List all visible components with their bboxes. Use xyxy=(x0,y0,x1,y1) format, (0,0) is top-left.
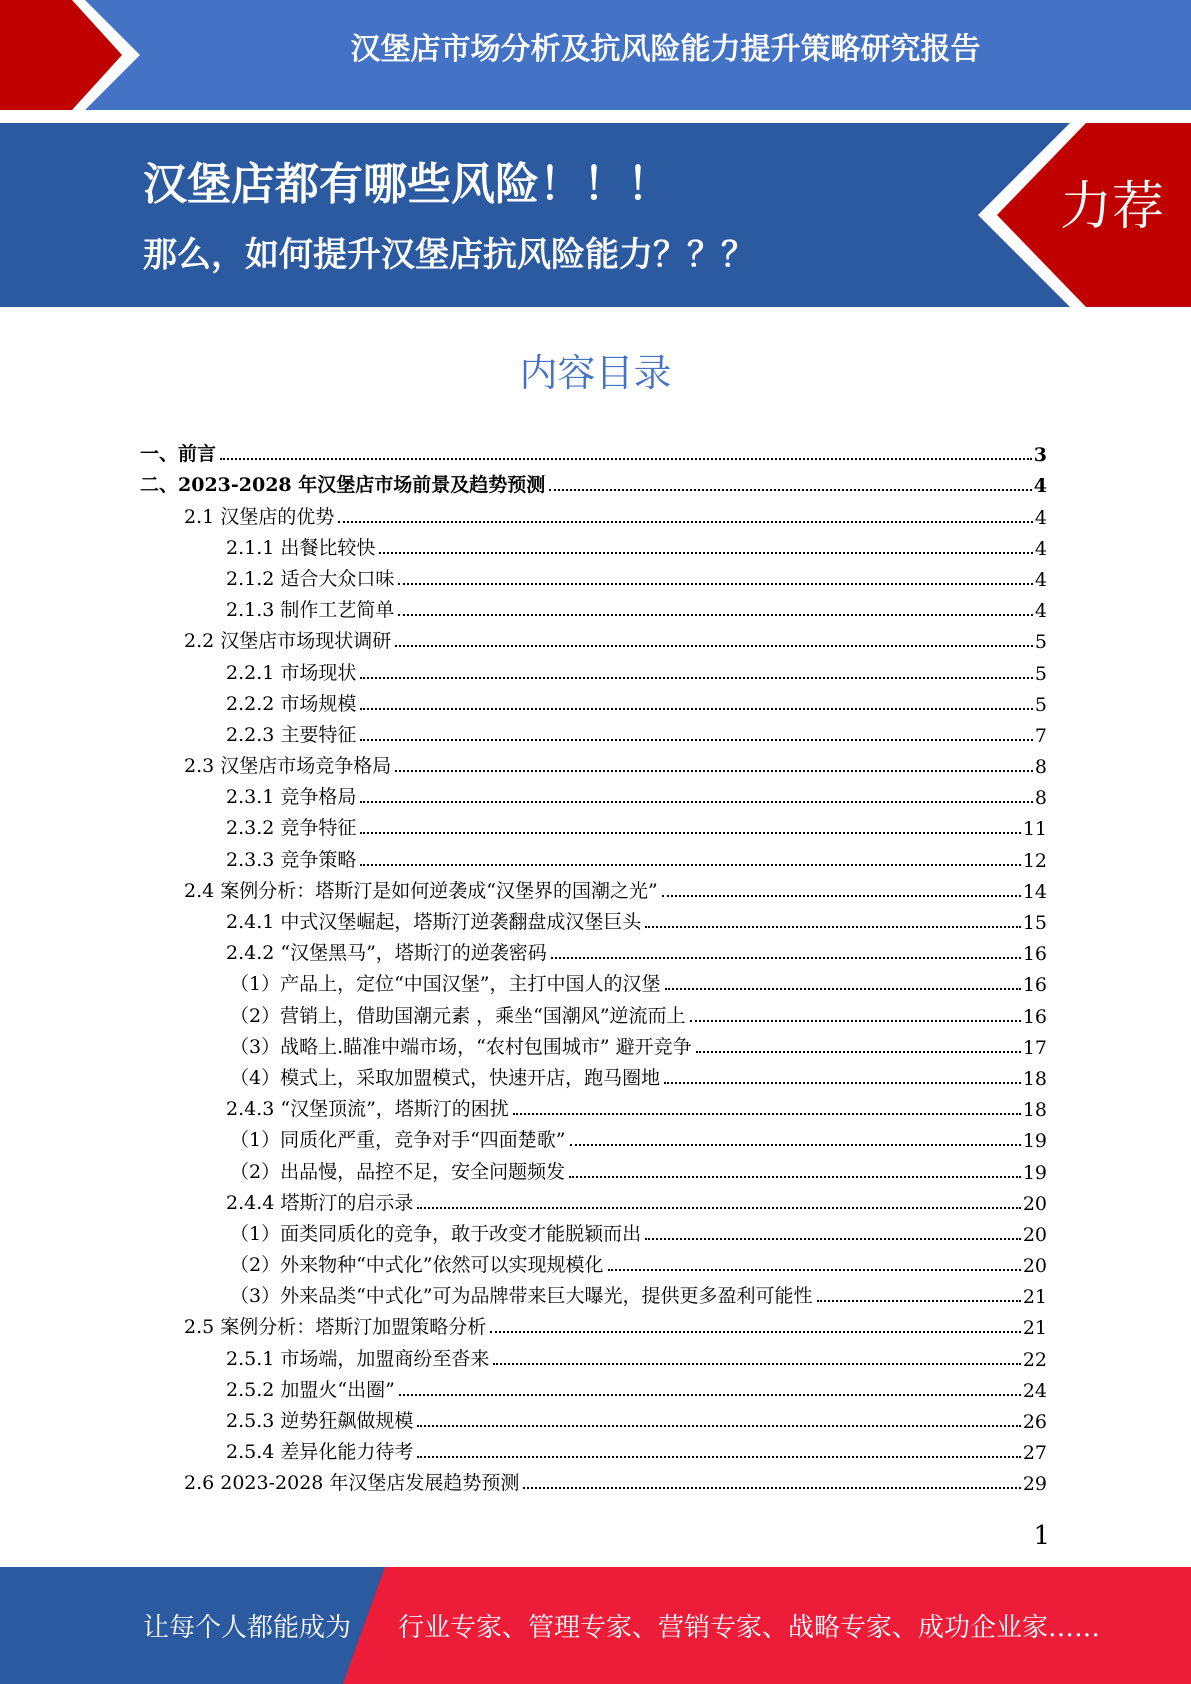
toc-entry-page: 4 xyxy=(1034,537,1047,560)
toc-entry[interactable] xyxy=(140,1121,1047,1152)
toc-entry-page: 11 xyxy=(1022,818,1047,841)
toc-leader-dots xyxy=(360,677,1033,679)
toc-entry[interactable] xyxy=(140,1215,1047,1246)
toc-leader-dots xyxy=(570,1144,1021,1146)
toc-leader-dots xyxy=(664,1082,1021,1084)
toc-leader-dots xyxy=(690,1020,1021,1022)
toc-entry-page: 3 xyxy=(1033,444,1047,467)
toc-entry-page: 7 xyxy=(1034,724,1047,747)
toc-entry[interactable] xyxy=(140,685,1047,716)
hero-subheadline: 那么，如何提升汉堡店抗风险能力？？？ xyxy=(143,235,755,275)
toc-entry-title: 2.5.4 差异化能力待考 xyxy=(226,1441,414,1464)
toc-entry-page: 26 xyxy=(1022,1411,1047,1433)
toc-entry-title: （3）战略上.瞄准中端市场，“农村包围城市” 避开竞争 xyxy=(230,1035,692,1058)
toc-leader-dots xyxy=(395,770,1033,772)
toc-leader-dots xyxy=(817,1300,1021,1302)
toc-entry-title: 2.1.3 制作工艺简单 xyxy=(226,599,395,622)
toc-leader-dots xyxy=(360,832,1020,834)
toc-leader-dots xyxy=(360,708,1033,710)
toc-entry[interactable] xyxy=(140,1246,1047,1277)
toc-entry-title: 2.4.1 中式汉堡崛起，塔斯汀逆袭翻盘成汉堡巨头 xyxy=(226,911,642,933)
toc-entry[interactable] xyxy=(140,965,1047,996)
toc-leader-dots xyxy=(399,1394,1021,1396)
toc-entry[interactable] xyxy=(140,435,1047,466)
toc-entry-page: 14 xyxy=(1022,880,1047,903)
toc-entry-title: 2.4.2 “汉堡黑马”，塔斯汀的逆袭密码 xyxy=(226,942,547,965)
toc-entry-page: 19 xyxy=(1022,1130,1047,1153)
toc-entry[interactable] xyxy=(140,1184,1047,1215)
toc-entry[interactable] xyxy=(140,1277,1047,1308)
report-title: 汉堡店市场分析及抗风险能力提升策略研究报告 xyxy=(350,32,981,67)
toc-leader-dots xyxy=(417,1425,1020,1427)
toc-entry-title: （4）模式上，采取加盟模式，快速开店，跑马圈地 xyxy=(230,1066,661,1089)
toc-title: 内容目录 xyxy=(519,351,672,395)
toc-entry-title: 2.2 汉堡店市场现状调研 xyxy=(184,630,392,653)
toc-leader-dots xyxy=(645,1238,1021,1240)
toc-entry[interactable] xyxy=(140,1308,1047,1339)
toc-leader-dots xyxy=(696,1051,1021,1053)
toc-entry[interactable] xyxy=(140,622,1047,653)
toc-entry-page: 22 xyxy=(1022,1348,1047,1371)
toc-leader-dots xyxy=(549,489,1032,491)
toc-entry-title: 2.3.2 竞争特征 xyxy=(226,817,357,840)
toc-leader-dots xyxy=(490,1331,1021,1333)
toc-leader-dots xyxy=(645,926,1020,928)
toc-leader-dots xyxy=(220,458,1032,460)
toc-entry-title: 2.5.1 市场端，加盟商纷至沓来 xyxy=(226,1347,490,1370)
toc-leader-dots xyxy=(523,1487,1020,1489)
toc-entry[interactable] xyxy=(140,747,1047,778)
toc-entry-page: 8 xyxy=(1034,787,1047,810)
toc-entry-title: （2）外来物种“中式化”依然可以实现规模化 xyxy=(230,1254,604,1277)
top-red-arrow xyxy=(0,0,150,110)
toc-entry-page: 20 xyxy=(1022,1255,1047,1278)
toc-entry[interactable] xyxy=(140,591,1047,622)
toc-entry-page: 18 xyxy=(1022,1067,1047,1090)
toc-entry[interactable] xyxy=(140,840,1047,871)
toc-entry-page: 21 xyxy=(1022,1286,1047,1309)
toc-entry[interactable] xyxy=(140,872,1047,903)
toc-entry[interactable] xyxy=(140,716,1047,747)
toc-entry-title: 2.4 案例分析：塔斯汀是如何逆袭成“汉堡界的国潮之光” xyxy=(184,879,658,902)
toc-entry-title: 2.2.3 主要特征 xyxy=(226,723,357,746)
toc-entry-title: （3）外来品类“中式化”可为品牌带来巨大曝光，提供更多盈利可能性 xyxy=(230,1285,813,1308)
toc-entry[interactable] xyxy=(140,1028,1047,1059)
toc-leader-dots xyxy=(398,614,1033,616)
toc-entry-page: 24 xyxy=(1022,1379,1047,1402)
toc-entry[interactable] xyxy=(140,529,1047,560)
footer-slogan: 让每个人都能成为 xyxy=(143,1613,352,1643)
toc-entry-title: 2.2.1 市场现状 xyxy=(226,661,357,684)
toc-leader-dots xyxy=(417,1456,1020,1458)
toc-entry[interactable] xyxy=(140,1339,1047,1370)
toc-entry-title: 2.1.1 出餐比较快 xyxy=(226,536,376,559)
toc-leader-dots xyxy=(662,895,1021,897)
toc-entry[interactable] xyxy=(140,497,1047,528)
toc-entry-title: （2）营销上，借助国潮元素 ，乘坐“国潮风”逆流而上 xyxy=(230,1004,686,1027)
toc-leader-dots xyxy=(417,1207,1020,1209)
toc-entry-page: 5 xyxy=(1034,693,1047,716)
toc-leader-dots xyxy=(379,552,1033,554)
toc-entry-title: 2.1 汉堡店的优势 xyxy=(184,505,335,528)
toc-entry-title: 2.5 案例分析：塔斯汀加盟策略分析 xyxy=(184,1316,487,1339)
toc-entry[interactable] xyxy=(140,1371,1047,1402)
toc-entry-page: 18 xyxy=(1022,1099,1047,1122)
toc-entry-title: 二、2023-2028 年汉堡店市场前景及趋势预测 xyxy=(140,474,546,497)
toc-entry-title: 一、前言 xyxy=(140,443,217,466)
toc-leader-dots xyxy=(395,645,1033,647)
toc-entry-page: 5 xyxy=(1034,662,1047,685)
toc-entry-page: 29 xyxy=(1022,1473,1047,1496)
toc-entry-page: 16 xyxy=(1022,1005,1047,1028)
toc-entry-page: 4 xyxy=(1034,506,1047,529)
toc-entry-page: 20 xyxy=(1022,1223,1047,1246)
toc-entry-title: 2.6 2023-2028 年汉堡店发展趋势预测 xyxy=(184,1472,520,1495)
toc-leader-dots xyxy=(398,583,1033,585)
toc-entry[interactable] xyxy=(140,934,1047,965)
page-number: 1 xyxy=(1033,1521,1050,1551)
toc-entry[interactable] xyxy=(140,1464,1047,1495)
toc-entry[interactable] xyxy=(140,778,1047,809)
toc-entry-page: 17 xyxy=(1022,1036,1047,1059)
toc-leader-dots xyxy=(360,864,1020,866)
toc-entry-title: 2.1.2 适合大众口味 xyxy=(226,567,395,590)
toc-leader-dots xyxy=(551,957,1021,959)
toc-entry[interactable] xyxy=(140,996,1047,1027)
toc-leader-dots xyxy=(338,521,1033,523)
toc-entry[interactable] xyxy=(140,809,1047,840)
toc-leader-dots xyxy=(569,1176,1021,1178)
toc-entry-title: （1）面类同质化的竞争，敢于改变才能脱颖而出 xyxy=(230,1222,642,1245)
toc-entry-title: （2）出品慢，品控不足，安全问题频发 xyxy=(230,1160,566,1183)
toc-entry[interactable] xyxy=(140,1059,1047,1090)
toc-entry-page: 21 xyxy=(1022,1317,1047,1340)
toc-entry-title: 2.3 汉堡店市场竞争格局 xyxy=(184,755,392,778)
toc-entry[interactable] xyxy=(140,1433,1047,1464)
toc-leader-dots xyxy=(665,988,1021,990)
toc-entry-title: （1）同质化严重，竞争对手“四面楚歌” xyxy=(230,1129,566,1152)
toc-entry-page: 16 xyxy=(1022,974,1047,997)
toc-entry[interactable] xyxy=(140,560,1047,591)
toc-entry[interactable] xyxy=(140,1090,1047,1121)
toc-entry[interactable] xyxy=(140,1152,1047,1183)
footer-roles: 行业专家、管理专家、营销专家、战略专家、成功企业家…… xyxy=(398,1613,1101,1643)
toc-entry-title: 2.4.3 “汉堡顶流”，塔斯汀的困扰 xyxy=(226,1098,509,1121)
toc-leader-dots xyxy=(360,801,1033,803)
hero-headline: 汉堡店都有哪些风险！！！ xyxy=(143,159,671,210)
toc-entry-title: 2.3.3 竞争策略 xyxy=(226,848,357,871)
toc-entry-title: 2.5.2 加盟火“出圈” xyxy=(226,1378,395,1401)
toc-entry[interactable] xyxy=(140,653,1047,684)
toc-leader-dots xyxy=(493,1363,1020,1365)
toc-leader-dots xyxy=(360,739,1033,741)
toc-entry-page: 19 xyxy=(1022,1161,1047,1184)
toc-entry-page: 27 xyxy=(1022,1442,1047,1465)
toc-entry-title: （1）产品上，定位“中国汉堡”，主打中国人的汉堡 xyxy=(230,973,661,996)
toc-entry-page: 4 xyxy=(1034,600,1047,623)
toc-entry-page: 16 xyxy=(1022,943,1047,966)
toc-leader-dots xyxy=(608,1269,1021,1271)
toc-entry-page: 8 xyxy=(1034,756,1047,779)
recommend-badge: 力荐 xyxy=(1060,177,1165,237)
toc-entry-page: 20 xyxy=(1022,1192,1047,1215)
toc-entry-title: 2.4.4 塔斯汀的启示录 xyxy=(226,1191,414,1214)
toc-entry-title: 2.5.3 逆势狂飙做规模 xyxy=(226,1410,414,1432)
toc-entry-title: 2.3.1 竞争格局 xyxy=(226,786,357,809)
toc-entry-page: 12 xyxy=(1022,849,1047,872)
toc-entry-page: 15 xyxy=(1022,912,1047,934)
toc-entry[interactable] xyxy=(140,903,1047,934)
toc-entry[interactable] xyxy=(140,466,1047,497)
toc-list xyxy=(140,435,1047,1495)
toc-entry-page: 5 xyxy=(1034,631,1047,654)
toc-entry-title: 2.2.2 市场规模 xyxy=(226,692,357,715)
toc-entry-page: 4 xyxy=(1034,568,1047,591)
toc-entry[interactable] xyxy=(140,1402,1047,1433)
toc-entry-page: 4 xyxy=(1033,475,1047,498)
toc-leader-dots xyxy=(513,1113,1021,1115)
